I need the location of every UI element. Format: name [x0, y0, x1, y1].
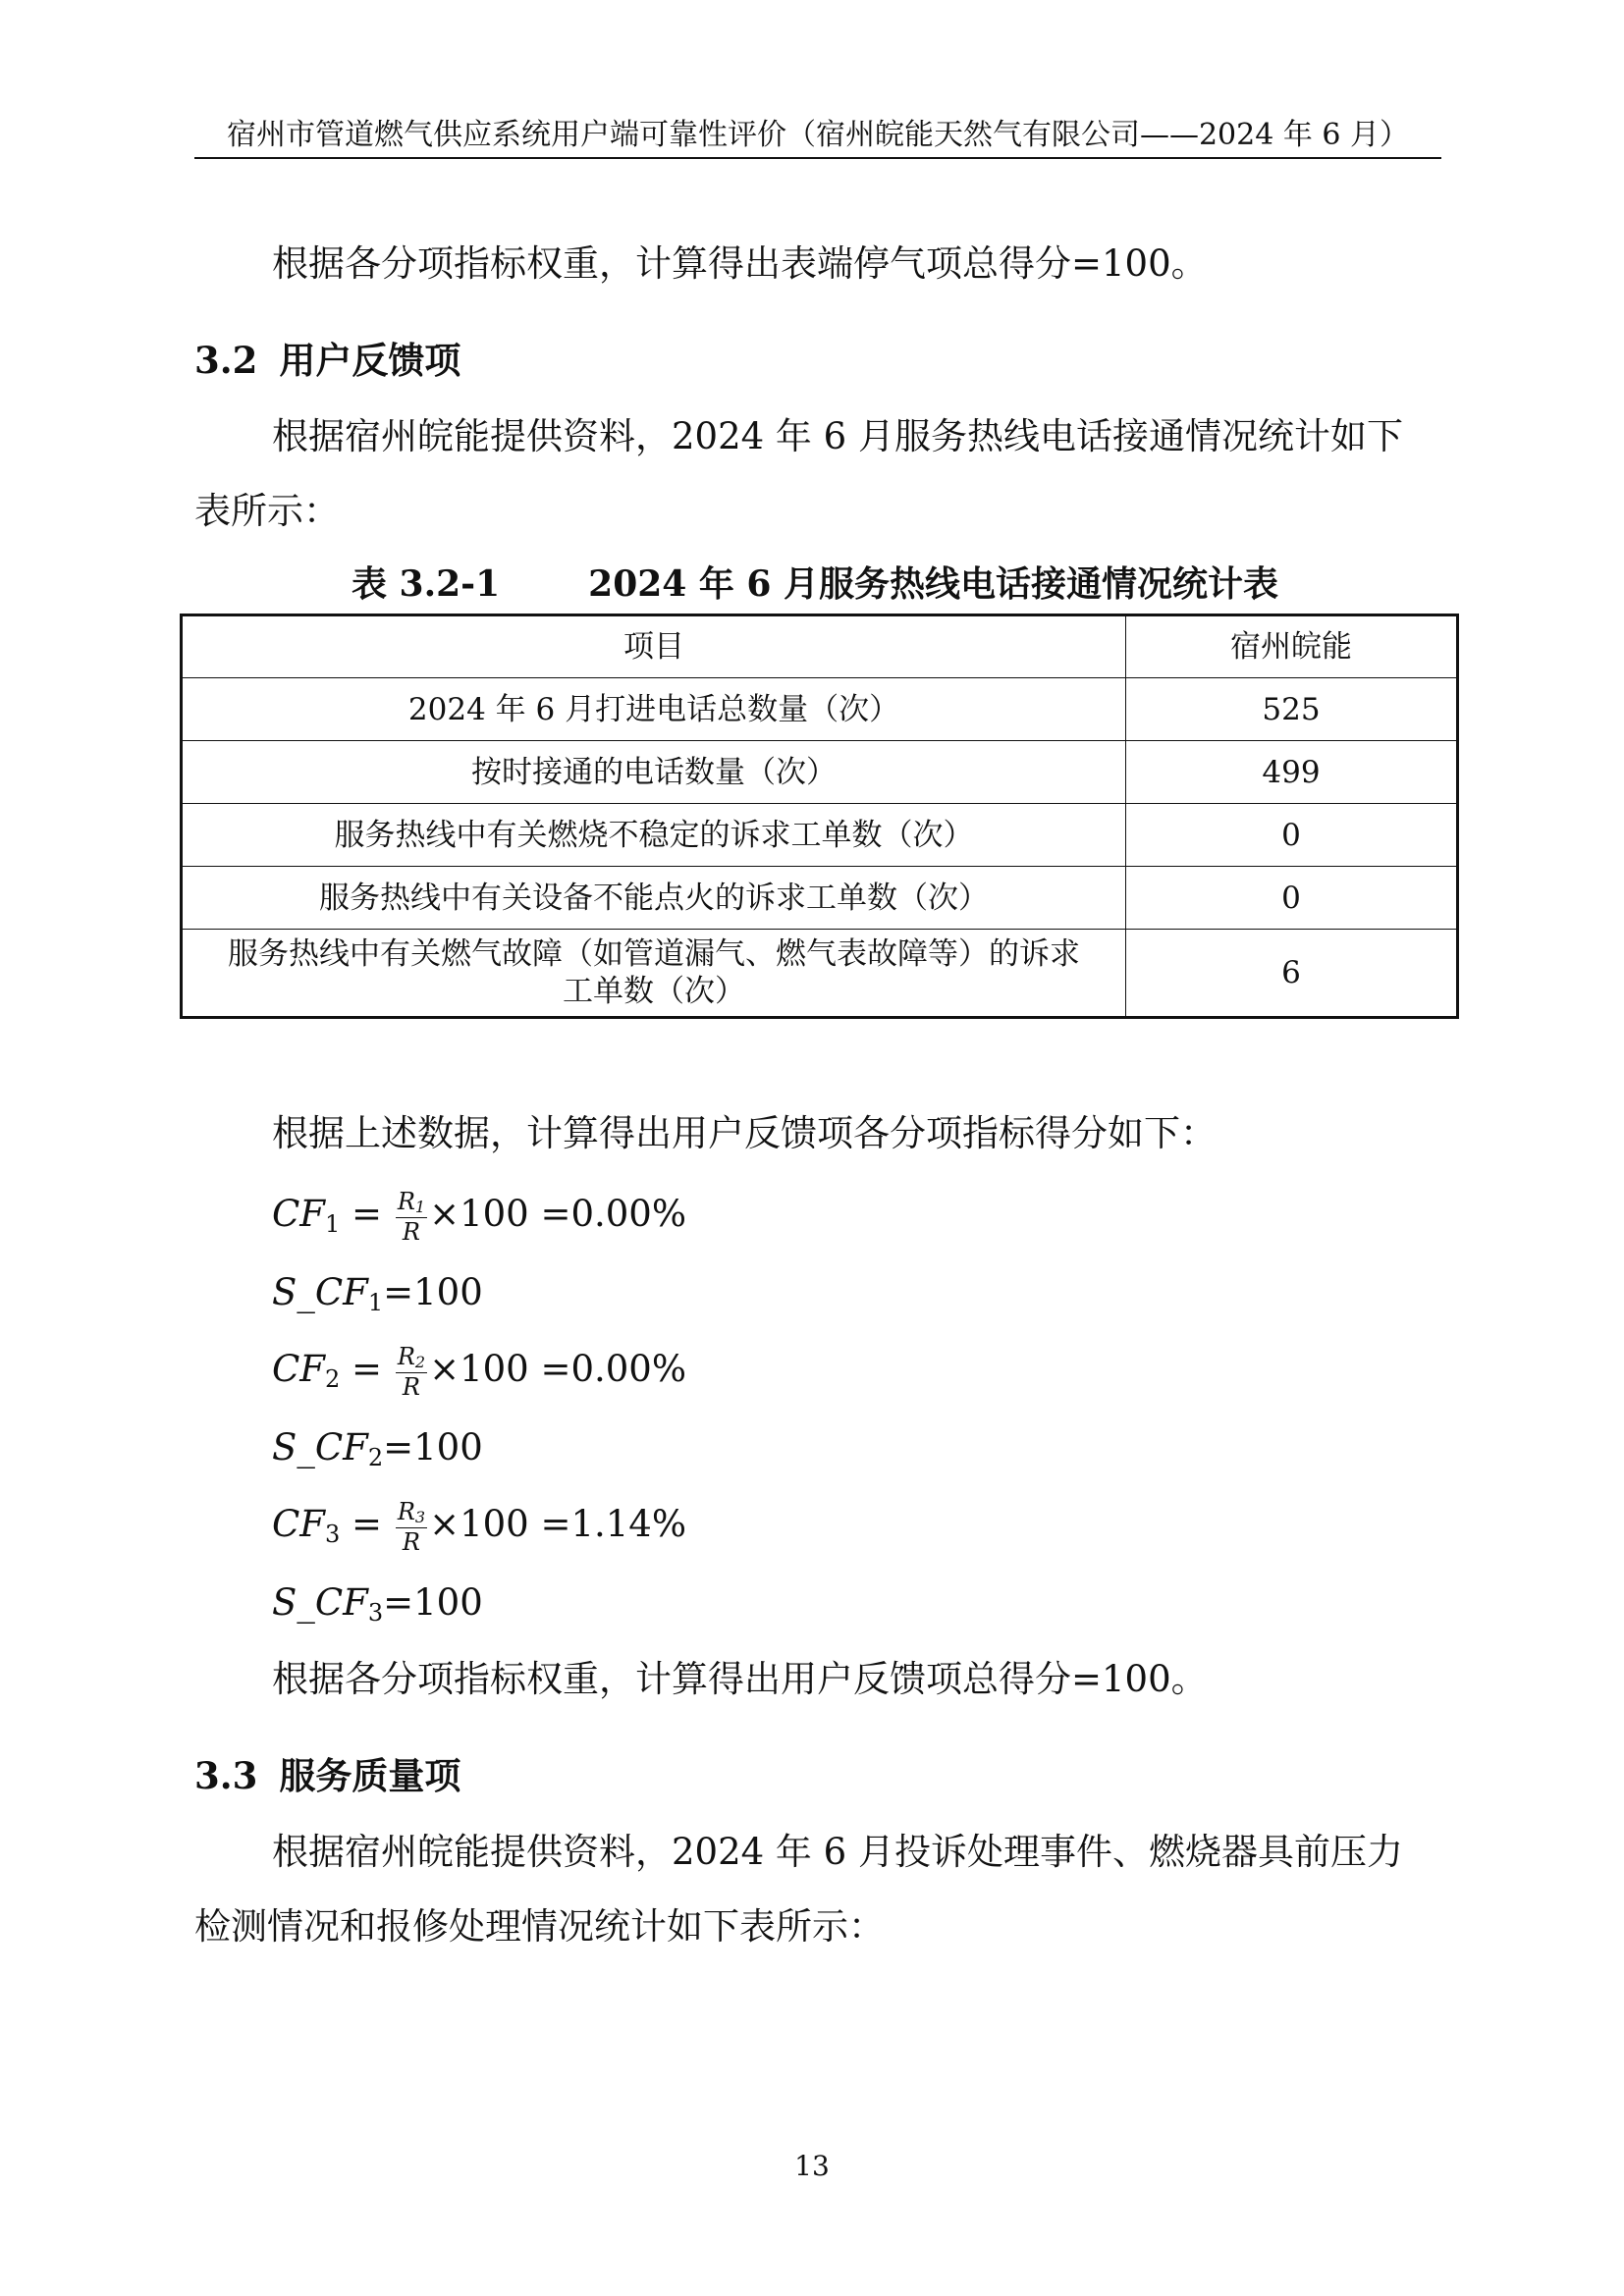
- table-row: [182, 867, 1458, 930]
- table-header-company: 宿州皖能: [1126, 615, 1458, 678]
- formula-cf1: [272, 1190, 686, 1249]
- table-caption-title: 2024 年 6 月服务热线电话接通情况统计表: [588, 563, 1278, 605]
- paragraph-intro-line1: 根据宿州皖能提供资料，2024 年 6 月服务热线电话接通情况统计如下: [272, 415, 1403, 457]
- formula-subscript: 2: [367, 1444, 384, 1471]
- formula-subscript: 3: [367, 1599, 384, 1627]
- table-row: [182, 930, 1458, 1018]
- page-header: 宿州市管道燃气供应系统用户端可靠性评价（宿州皖能天然气有限公司——2024 年 6 月）: [226, 118, 1410, 152]
- paragraph-service-line1: 根据宿州皖能提供资料，2024 年 6 月投诉处理事件、燃烧器具前压力: [272, 1831, 1403, 1873]
- section-title: 用户反馈项: [279, 340, 461, 382]
- fraction-denominator: R: [402, 1218, 420, 1246]
- table-row: [182, 804, 1458, 867]
- section-heading-3-2: [194, 336, 460, 386]
- formula-subscript: 1: [367, 1289, 384, 1316]
- table-caption-number: 表 3.2-1: [351, 563, 501, 605]
- table-cell-value: 499: [1126, 741, 1458, 804]
- fraction-numerator: R: [397, 1343, 415, 1370]
- section-title: 服务质量项: [279, 1755, 461, 1797]
- formula-fraction: [396, 1190, 427, 1244]
- formula-result: =100: [383, 1581, 483, 1624]
- table-cell-item-line2: 工单数（次）: [563, 974, 745, 1009]
- hotline-stats-table: [180, 614, 1459, 1019]
- formula-fraction: [396, 1500, 427, 1554]
- formula-equals: =: [352, 1503, 383, 1545]
- table-cell-item: 按时接通的电话数量（次）: [182, 741, 1126, 804]
- table-cell-item: 服务热线中有关燃烧不稳定的诉求工单数（次）: [182, 804, 1126, 867]
- formula-symbol: CF: [272, 1503, 325, 1545]
- formula-fraction: [396, 1345, 427, 1399]
- table-caption: [177, 560, 1453, 609]
- formula-symbol: S_CF: [272, 1426, 368, 1468]
- paragraph-intro-line2: 表所示：: [194, 490, 340, 532]
- formula-symbol: CF: [272, 1348, 325, 1390]
- paragraph-feedback-total: 根据各分项指标权重，计算得出用户反馈项总得分=100。: [272, 1658, 1208, 1700]
- formula-result: ×100 =0.00%: [429, 1193, 687, 1235]
- fraction-numerator: R: [397, 1498, 415, 1525]
- header-rule: [194, 157, 1441, 159]
- numerator-subscript: 2: [414, 1353, 426, 1371]
- section-heading-3-3: [194, 1751, 460, 1801]
- table-row: [182, 741, 1458, 804]
- paragraph-score-intro: 根据上述数据，计算得出用户反馈项各分项指标得分如下：: [272, 1112, 1217, 1154]
- page-number: 13: [794, 2150, 830, 2182]
- formula-cf2: [272, 1345, 686, 1404]
- formula-scf1: [272, 1268, 483, 1327]
- table-cell-value: 525: [1126, 678, 1458, 741]
- formula-scf2: [272, 1423, 483, 1482]
- fraction-denominator: R: [402, 1373, 420, 1401]
- section-number: 3.3: [194, 1754, 258, 1797]
- table-cell-item-line1: 服务热线中有关燃气故障（如管道漏气、燃气表故障等）的诉求: [228, 936, 1080, 972]
- paragraph-service-line2: 检测情况和报修处理情况统计如下表所示：: [194, 1905, 885, 1948]
- formula-equals: =: [352, 1348, 383, 1390]
- formula-result: =100: [383, 1426, 483, 1468]
- fraction-numerator: R: [397, 1188, 415, 1215]
- table-header-row: [182, 615, 1458, 678]
- formula-equals: =: [352, 1193, 383, 1235]
- table-cell-value: 0: [1126, 867, 1458, 930]
- table-cell-item: 2024 年 6 月打进电话总数量（次）: [182, 678, 1126, 741]
- table-cell-value: 6: [1126, 930, 1458, 1018]
- formula-result: ×100 =0.00%: [429, 1348, 687, 1390]
- formula-subscript: 3: [324, 1521, 341, 1548]
- section-number: 3.2: [194, 339, 258, 382]
- formula-result: =100: [383, 1271, 483, 1313]
- table-cell-item: 服务热线中有关设备不能点火的诉求工单数（次）: [182, 867, 1126, 930]
- table-header-item: 项目: [182, 615, 1126, 678]
- numerator-subscript: 1: [414, 1198, 426, 1216]
- numerator-subscript: 3: [414, 1508, 426, 1526]
- formula-result: ×100 =1.14%: [429, 1503, 687, 1545]
- fraction-denominator: R: [402, 1528, 420, 1556]
- formula-symbol: S_CF: [272, 1581, 368, 1624]
- table-cell-value: 0: [1126, 804, 1458, 867]
- formula-cf3: [272, 1500, 686, 1559]
- formula-subscript: 2: [324, 1365, 341, 1393]
- formula-symbol: S_CF: [272, 1271, 368, 1313]
- formula-scf3: [272, 1578, 483, 1637]
- table-cell-item: [182, 930, 1126, 1018]
- formula-subscript: 1: [324, 1210, 341, 1238]
- table-row: [182, 678, 1458, 741]
- paragraph-outage-total: 根据各分项指标权重，计算得出表端停气项总得分=100。: [272, 242, 1208, 285]
- formula-symbol: CF: [272, 1193, 325, 1235]
